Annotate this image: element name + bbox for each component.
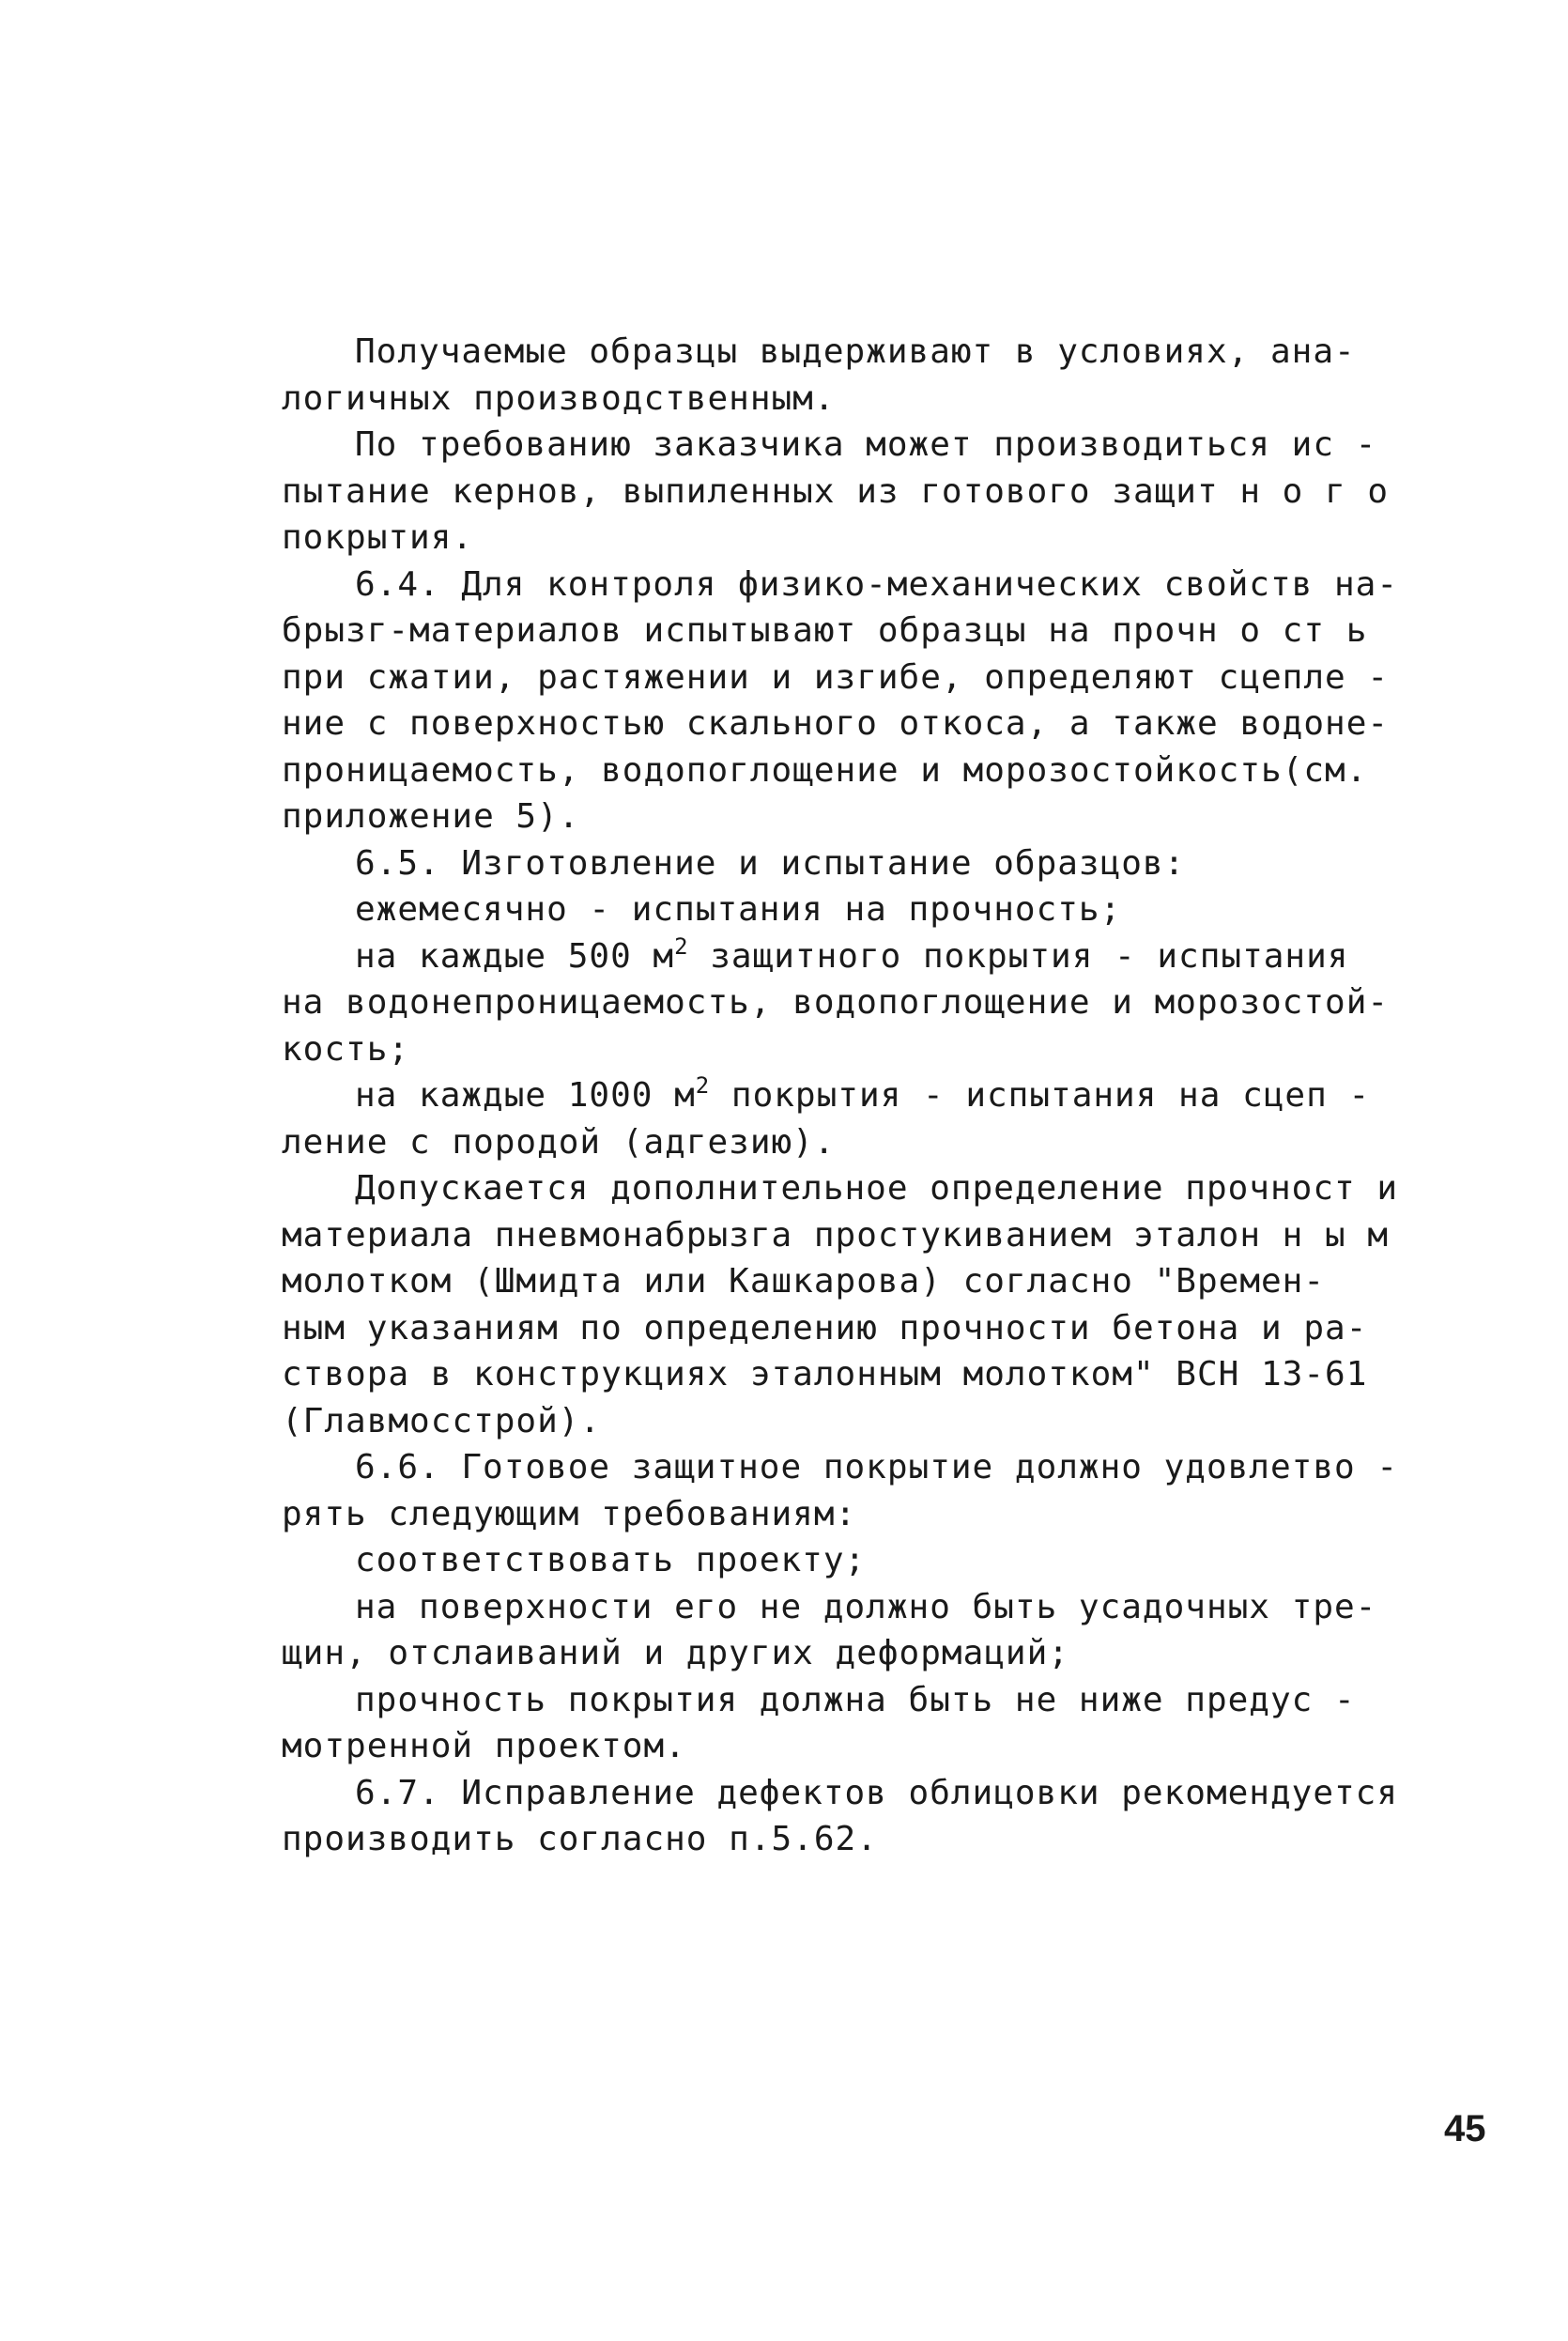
text-line: покрытия. (282, 518, 474, 557)
text-line: Получаемые образцы выдерживают в условиях, ана- (355, 332, 1356, 371)
text-line: ление с породой (адгезию). (282, 1122, 836, 1162)
text-segment: на каждые 500 м (355, 936, 675, 976)
text-line: проницаемость, водопоглощение и морозостойкость(см. (282, 750, 1368, 790)
text-line (282, 933, 1512, 980)
text-segment: на каждые 1000 м (355, 1076, 696, 1115)
text-line: (Главмосстрой). (282, 1401, 602, 1440)
text-line: мотренной проектом. (282, 1727, 686, 1765)
text-line (282, 1072, 1512, 1119)
text-line: материала пневмонабрызга простукиванием эталон н ы м (282, 1215, 1390, 1255)
text-line: 6.6. Готовое защитное покрытие должно удовлетво - (355, 1448, 1399, 1486)
text-line: ние с поверхностью скального откоса, а также водоне- (282, 704, 1390, 743)
text-line: щин, отслаиваний и других деформаций; (282, 1634, 1069, 1672)
text-line: брызг-материалов испытывают образцы на прочн о ст ь (282, 611, 1368, 650)
superscript: 2 (695, 1072, 711, 1099)
text-line: производить согласно п.5.62. (282, 1820, 878, 1858)
text-line: рять следующим требованиям: (282, 1494, 857, 1533)
text-line: По требованию заказчика может производиться ис - (355, 425, 1377, 464)
text-line: пытание кернов, выпиленных из готового защит н о г о (282, 471, 1390, 511)
text-line: кость; (282, 1029, 410, 1069)
superscript: 2 (674, 932, 689, 960)
text-line: на водонепроницаемость, водопоглощение и морозостой- (282, 983, 1390, 1022)
text-line: соответствовать проекту; (355, 1541, 867, 1579)
text-line: ным указаниям по определению прочности бетона и ра- (282, 1308, 1368, 1348)
page-number: 45 (1444, 2108, 1486, 2149)
text-line: приложение 5). (282, 797, 580, 836)
text-line: 6.7. Исправление дефектов облицовки рекомендуется (355, 1773, 1399, 1812)
text-segment: защитного покрытия - испытания (688, 936, 1349, 976)
text-line: на поверхности его не должно быть усадочных тре- (355, 1587, 1377, 1626)
text-line: молотком (Шмидта или Кашкарова) согласно "Времен- (282, 1262, 1326, 1301)
text-line: 6.4. Для контроля физико-механических свойств на- (355, 564, 1399, 604)
text-segment: покрытия - испытания на сцеп - (710, 1076, 1371, 1115)
text-line: 6.5. Изготовление и испытание образцов: (355, 843, 1186, 883)
text-line: при сжатии, растяжении и изгибе, определяют сцепле - (282, 657, 1390, 697)
text-line: логичных производственным. (282, 378, 836, 418)
text-line: створа в конструкциях эталонным молотком" ВСН 13-61 (282, 1355, 1368, 1394)
text-line: прочность покрытия должна быть не ниже предус - (355, 1680, 1356, 1719)
body-text (282, 329, 1512, 1863)
text-line: ежемесячно - испытания на прочность; (355, 890, 1122, 929)
text-line: Допускается дополнительное определение прочност и (355, 1169, 1399, 1208)
